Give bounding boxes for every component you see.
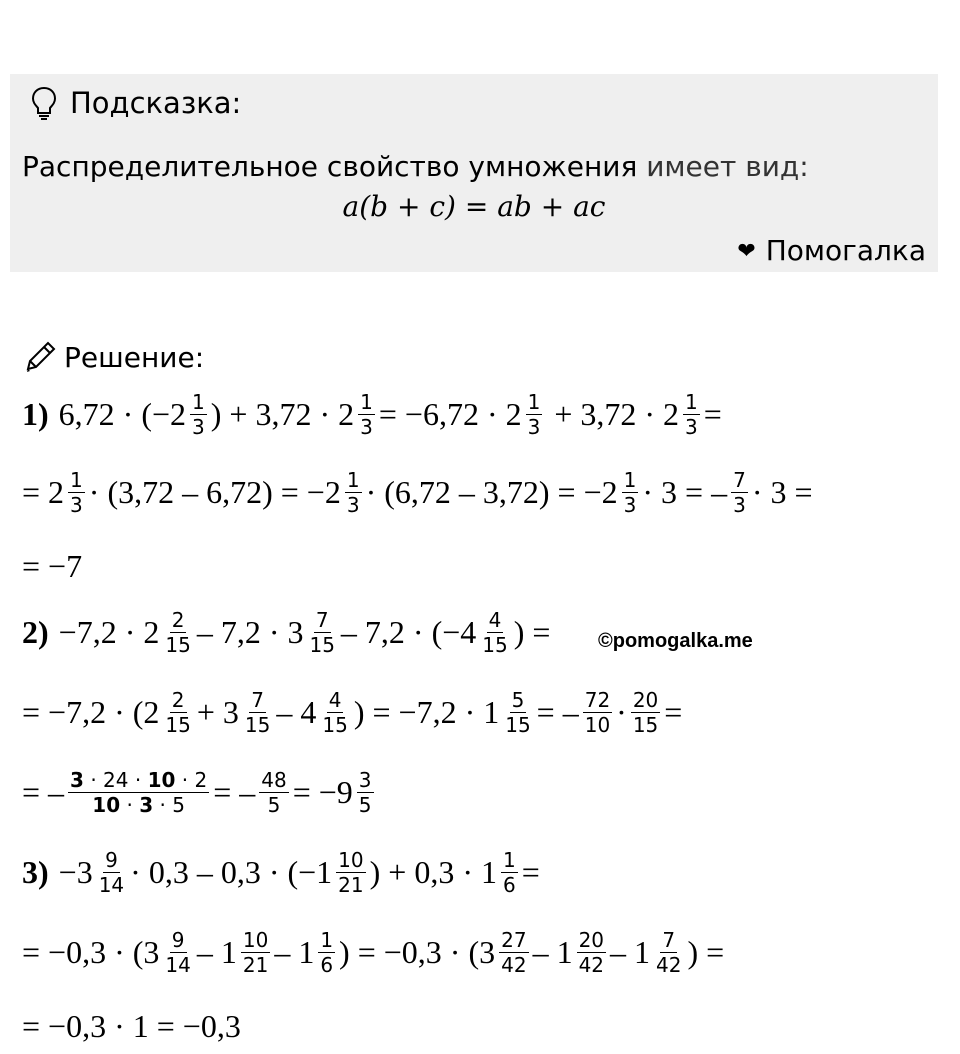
credit-text: Помогалка: [765, 234, 926, 267]
fraction: $\frac{20}{42}$: [578, 928, 605, 977]
heart-icon: ❤: [737, 237, 756, 263]
fraction: $\frac{9}{14}$: [165, 928, 191, 977]
fraction: $\frac{2}{15}$: [165, 608, 191, 657]
problem-number-2: 2): [22, 614, 49, 650]
fraction: $\frac{1}{3}$: [192, 390, 205, 439]
fraction: $\frac{10}{21}$: [338, 848, 364, 897]
hint-text: [22, 150, 809, 183]
fraction: $\frac{10}{21}$: [242, 928, 269, 977]
fraction: $\frac{1}{3}$: [70, 468, 83, 517]
fraction: $\frac{27}{42}$: [501, 928, 527, 977]
fraction: $\frac{3 \cdot 24 \cdot 10 \cdot 2}{10 \cdot 3 \cdot 5}$: [70, 768, 208, 817]
lightbulb-icon: [30, 86, 58, 120]
fraction: $\frac{1}{3}$: [346, 468, 360, 517]
fraction: $\frac{2}{15}$: [165, 688, 191, 737]
solution-header: [22, 338, 204, 376]
fraction: $\frac{7}{15}$: [309, 608, 335, 657]
solution-line-3: = −7: [22, 548, 83, 584]
fraction: $\frac{1}{6}$: [502, 848, 516, 897]
credit[interactable]: [737, 234, 926, 267]
pencil-icon: [22, 339, 58, 375]
fraction: $\frac{4}{15}$: [322, 688, 348, 737]
fraction: $\frac{72}{10}$: [584, 688, 611, 737]
fraction: $\frac{1}{6}$: [320, 928, 334, 977]
fraction: $\frac{7}{42}$: [656, 928, 682, 977]
hint-header: [30, 86, 241, 120]
problem-number-1: 1): [22, 396, 49, 432]
solution-line-2: = 2 $\frac{1}{3}$ · (3,72 – 6,72) = −2 $\frac{1}{3}$ · (6,72 – 3,72) = −2 $\frac{1}{3}$ · 3 = – $\frac{7}{3}$ · 3 =: [22, 468, 813, 517]
solution-line-9: = −0,3 · 1 = −0,3: [22, 1008, 241, 1044]
solution-title: Решение:: [64, 340, 205, 374]
hint-text-rest: имеет вид:: [637, 150, 809, 183]
solution-line-1: 1) 6,72 · (−2 $\frac{1}{3}$ ) + 3,72 · 2 $\frac{1}{3}$ = −6,72 · 2 $\frac{1}{3}$ + 3,72 · 2 $\frac{1}{3}$ =: [22, 390, 722, 439]
hint-box: [10, 74, 938, 272]
fraction: $\frac{1}{3}$: [527, 390, 541, 439]
fraction: $\frac{3}{5}$: [358, 768, 372, 817]
watermark: ©pomogalka.me: [598, 630, 753, 652]
solution-line-8: = −0,3 · (3 $\frac{9}{14}$ – 1 $\frac{10}{21}$ – 1 $\frac{1}{6}$ ) = −0,3 · (3 $\frac{27}{42}$ – 1 $\frac{20}{42}$ – 1 $\frac{7}{42}$ ) =: [22, 928, 725, 977]
fraction: $\frac{1}{3}$: [685, 390, 698, 439]
solution-line-4: 2) −7,2 · 2 $\frac{2}{15}$ – 7,2 · 3 $\frac{7}{15}$ – 7,2 · (−4 $\frac{4}{15}$ ) =: [22, 608, 551, 657]
solution-line-5: = −7,2 · (2 $\frac{2}{15}$ + 3 $\frac{7}{15}$ – 4 $\frac{4}{15}$ ) = −7,2 · 1 $\frac{5}{15}$ = – $\frac{72}{10}$ · $\frac{20}{15}$ =: [22, 688, 683, 737]
problem-number-3: 3): [22, 854, 49, 890]
hint-formula: a(b + c) = ab + ac: [342, 190, 606, 223]
fraction: $\frac{5}{15}$: [505, 688, 531, 737]
fraction: $\frac{7}{15}$: [244, 688, 271, 737]
hint-text-bold: Распределительное свойство умножения: [22, 150, 638, 183]
fraction: $\frac{1}{3}$: [623, 468, 637, 517]
fraction: $\frac{7}{3}$: [733, 468, 746, 517]
fraction: $\frac{20}{15}$: [632, 688, 659, 737]
fraction: $\frac{48}{5}$: [261, 768, 287, 817]
hint-title: Подсказка:: [70, 86, 242, 120]
fraction: $\frac{1}{3}$: [360, 390, 373, 439]
fraction: $\frac{4}{15}$: [482, 608, 508, 657]
fraction: $\frac{9}{14}$: [98, 848, 125, 897]
solution-line-6: = – $\frac{3 \cdot 24 \cdot 10 \cdot 2}{10 \cdot 3 \cdot 5}$ = – $\frac{48}{5}$ = −9 $\frac{3}{5}$: [22, 768, 372, 817]
solution-line-7: 3) −3 $\frac{9}{14}$ · 0,3 – 0,3 · (−1 $\frac{10}{21}$ ) + 0,3 · 1 $\frac{1}{6}$ =: [22, 848, 540, 897]
